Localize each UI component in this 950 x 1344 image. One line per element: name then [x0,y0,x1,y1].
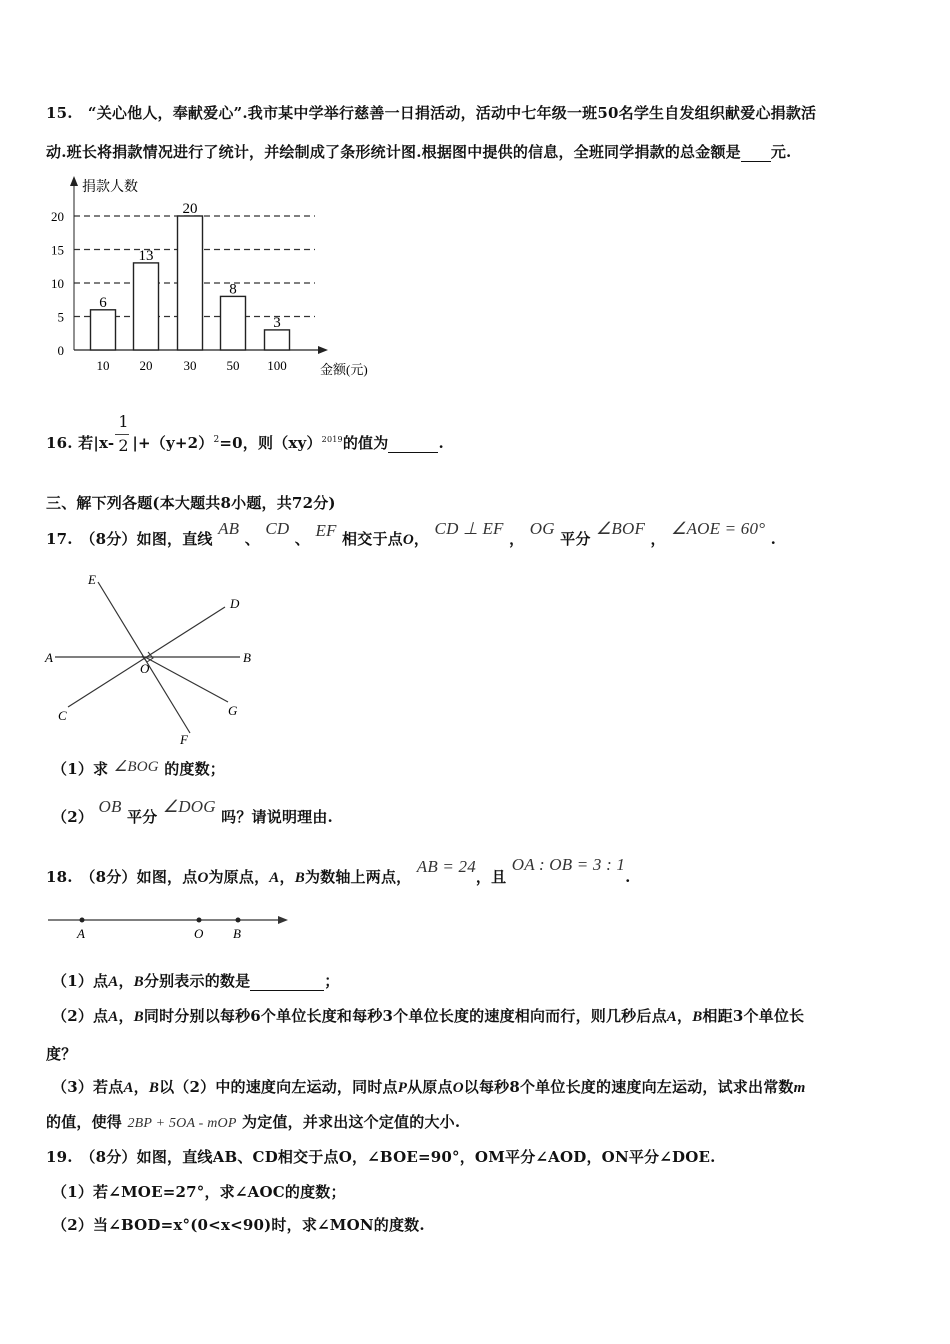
q17-lead: 17. （8分）如图，直线 [46,530,213,548]
q17-p1-angle: ∠BOG [113,759,159,775]
q18-p1-mid: 分别表示的数是 [143,972,251,990]
data-label-50: 8 [229,281,237,298]
q18-stem [46,855,631,887]
q17-comma3: ， [650,530,666,548]
q16-line [46,412,444,455]
label-e: E [88,572,96,587]
q18-p1-b: B [133,974,144,990]
q18-p3-m: m [793,1080,806,1096]
y-tick-label-0: 0 [57,343,64,358]
q16-text3: =0，则（xy） [219,434,322,452]
q18-part2 [52,1005,804,1026]
q18-p3-text: （3）若点 [52,1078,124,1096]
q16-frac-numerator: 1 [118,412,129,431]
q16-exp2: 2 [213,435,220,445]
q17-perp: CD ⊥ EF [434,519,504,538]
q18-p2-b2: B [692,1009,703,1025]
q17-part1 [52,758,225,779]
bar-30 [178,216,203,350]
x-tick-label-100: 100 [267,358,287,373]
q18-part1 [52,970,340,991]
q18-p3-a: A [123,1080,134,1096]
q18-t4: ，且 [475,868,507,886]
q17-part2 [52,797,333,827]
x-tick-label-10: 10 [96,358,110,373]
q18-p2-b: B [133,1009,144,1025]
data-label-20: 13 [138,247,154,264]
axis-label-a: A [77,926,85,941]
q17-og: OG [529,519,555,538]
bar-100 [265,330,290,350]
q18-lead: 18. （8分）如图，点 [46,868,198,886]
label-f: F [180,732,188,747]
q19-stem: 19. （8分）如图，直线AB、CD相交于点O，∠BOE=90°，OM平分∠AOD，ON平分∠DOE. [46,1148,716,1166]
q18-p3-end: 为定值，并求出这个定值的大小. [242,1113,461,1131]
axis-label-o: O [194,926,204,941]
y-axis-arrow-icon [70,176,78,186]
label-b: B [243,650,251,665]
q18-part3 [52,1076,805,1097]
y-tick-label-20: 20 [51,209,64,224]
q17-mid: 相交于点 [342,530,403,548]
q17-end: . [770,530,777,548]
q18-point-a: A [269,870,280,886]
bar-20 [134,263,159,350]
q17-comma2: ， [509,530,525,548]
q17-p2-ob: OB [98,797,122,816]
q18-t5: . [625,868,631,886]
q17-p2-angle: ∠DOG [162,797,216,816]
q17-aoe: ∠AOE = 60° [671,519,766,538]
q17-bisect: 平分 [560,530,591,548]
q19-part2: （2）当∠BOD=x°(0<x<90)时，求∠MON的度数. [52,1216,425,1234]
q17-sep1: 、 [244,530,260,548]
q18-p3-expr: 2BP + 5OA - mOP [127,1116,237,1131]
q18-p1-a: A [108,974,119,990]
x-tick-label-30: 30 [183,358,197,373]
q18-p2-comma: ， [118,1007,134,1025]
q16-frac-denominator: 2 [118,436,129,455]
bar-50 [221,296,246,350]
q19-part1: （1）若∠MOE=27°，求∠AOC的度数； [52,1183,346,1201]
q16-text2: |+（y+2） [132,434,214,452]
q17-p2-mid: 平分 [126,808,158,826]
q17-ef: EF [315,521,337,540]
q15-line1: 15. “关心他人，奉献爱心”.我市某中学举行慈善一日捐活动，活动中七年级一班50名学生自发组织献爱心捐款活 [46,104,817,122]
q17-ab: AB [218,519,240,538]
q17-p2-end: 吗？请说明理由. [221,808,333,826]
y-axis-label: 捐款人数 [82,180,138,195]
q15-answer-blank [741,143,771,162]
section-3-heading: 三、解下列各题(本大题共8小题，共72分) [46,494,336,512]
x-axis-arrow-icon [318,346,328,354]
q18-ab-length: AB = 24 [416,857,476,876]
x-axis-label: 金额(元) [320,362,368,377]
q16-number: 16. [46,434,73,452]
label-d: D [230,596,240,611]
x-tick-label-20: 20 [139,358,153,373]
q16-fraction [114,412,132,455]
data-label-10: 6 [99,294,107,311]
q18-t2: ， [279,868,295,886]
q18-p3-text2: 的值，使得 [46,1113,123,1131]
q16-text1: 若|x- [78,434,115,452]
q17-p2-text: （2） [52,808,94,826]
q17-sep2: 、 [294,530,310,548]
q18-p2-text: （2）点 [52,1007,109,1025]
q18-number-line [44,910,294,944]
q17-cd: CD [265,519,290,538]
q16-frac-bar [115,434,129,435]
q18-p3-b: B [148,1080,160,1096]
axis-label-b: B [233,926,241,941]
q18-p2-mid: 同时分别以每秒6个单位长度和每秒3个单位长度的速度相向而行，则几秒后点 [143,1007,667,1025]
q18-p2-comma2: ， [677,1007,693,1025]
y-tick-label-10: 10 [51,276,64,291]
q18-p1-text: （1）点 [52,972,109,990]
q18-point-o: O [197,870,209,886]
y-tick-label-5: 5 [57,309,64,325]
q18-p2-end: 相距3个单位长 [702,1007,805,1025]
label-a: A [45,650,53,665]
q18-point-b: B [294,870,305,886]
q17-p1-end: 的度数； [164,760,226,778]
label-g: G [228,703,238,718]
q15-line2-end: 元. [770,143,792,161]
point-b-dot [236,918,241,923]
data-label-100: 3 [273,314,281,331]
q18-p1-comma: ， [118,972,134,990]
q18-p3-p: P [397,1080,408,1096]
q16-text4: 的值为 [342,434,389,452]
label-o: O [140,661,150,676]
q18-p2-a2: A [666,1009,677,1025]
point-o-dot [197,918,202,923]
q16-exp2019: 2019 [321,435,343,444]
data-label-30: 20 [182,201,198,217]
q18-p3-mid3: 以每秒8个单位长度的速度向左运动，试求出常数 [463,1078,794,1096]
q18-t3: 为数轴上两点， [304,868,412,886]
q17-bof: ∠BOF [595,519,646,538]
q15-line2-text: 动.班长将捐款情况进行了统计，并绘制成了条形统计图.根据图中提供的信息，全班同学捐款的总金额是 [46,143,741,161]
q16-text5: . [438,434,444,452]
q18-p1-end: ； [324,972,340,990]
q17-comma1: ， [413,530,430,548]
point-a-dot [80,918,85,923]
q18-ratio: OA : OB = 3 : 1 [511,855,626,874]
q18-p2-a: A [108,1009,119,1025]
q18-part3-cont [46,1111,460,1132]
q16-answer-blank [388,434,438,453]
q18-p3-mid: 以（2）中的速度向左运动，同时点 [159,1078,398,1096]
q17-stem [46,519,777,549]
q18-part2-cont: 度？ [46,1045,77,1063]
axis-arrow-icon [278,916,288,924]
bar-10 [91,310,116,350]
q18-p3-comma: ， [133,1078,149,1096]
q17-figure [40,570,270,750]
q18-p3-o: O [452,1080,464,1096]
q17-point-o: O [402,532,414,548]
q17-p1-text: （1）求 [52,760,109,778]
label-c: C [58,708,67,723]
q18-p1-answer-blank [250,972,324,991]
q18-t1: 为原点， [208,868,270,886]
y-tick-label-15: 15 [51,242,64,258]
bar-chart [40,172,400,384]
q15-line2 [46,141,791,162]
q18-p3-mid2: 从原点 [407,1078,453,1096]
x-tick-label-50: 50 [226,358,240,373]
